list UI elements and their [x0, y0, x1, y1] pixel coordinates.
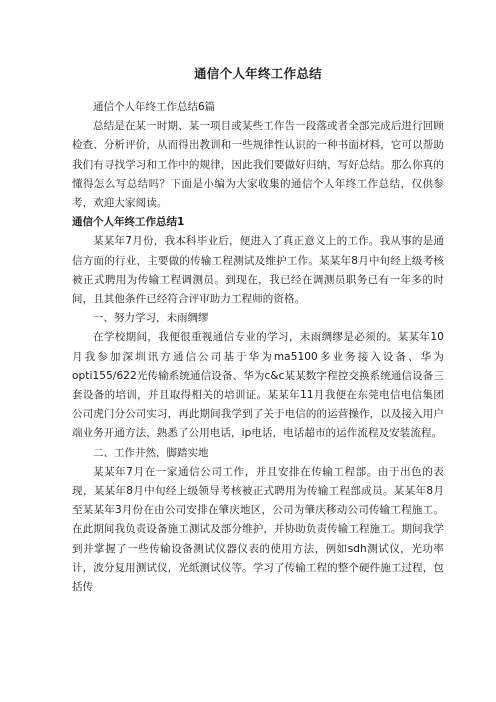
study-paragraph: 在学校期间，我便很重视通信专业的学习，未雨绸缪是必须的。某某年10月我参加深圳讯方通信公司基于华为ma5100多业务接入设备、华为opti155/622光传输系统通信设备、华为c&c某某数字程控交换系统通信设备三套设备的培训，并且取得相关的培训证。某某年11月我便在东莞电信电信集团公司虎门分公司实习，再此期间我学到了关于电信的的运营操作，以及接入用户端业务开通方法，熟悉了公用电话，ip电话，电话超市的运作流程及安装流程。 — [72, 331, 444, 440]
document-title: 通信个人年终工作总结 — [193, 66, 322, 81]
intro-paragraph: 总结是在某一时期、某一项目或某些工作告一段落或者全部完成后进行回顾检查、分析评价，从而得出教训和一些规律性认识的一种书面材料，它可以帮助我们有寻找学习和工作中的规律，因此我们要做好归纳，写好总结。那么你真的懂得怎么写总结吗？下面是小编为大家收集的通信个人年终工作总结，仅供参考，欢迎大家阅读。 — [72, 120, 444, 210]
section1-paragraph: 某某年7月份，我本科毕业后，便进入了真正意义上的工作。我从事的是通信方面的行业，主要做的传输工程测试及维护工作。某某年8月中旬经上级考核被正式聘用为传输工程调测员。到现在，我已经在调测员职务已有一年多的时间，且其他条件已经符合评审助力工程师的资格。 — [72, 235, 444, 306]
subheading-work: 二、工作井然，脚踏实地 — [93, 446, 209, 459]
subheading-study: 一、努力学习，未雨绸缪 — [93, 312, 209, 325]
intro-heading: 通信个人年终工作总结6篇 — [93, 101, 216, 113]
work-paragraph: 某某年7月在一家通信公司工作，并且安排在传输工程部。由于出色的表现，某某年8月中旬经上级领导考核被正式聘用为传输工程部成员。某某年8月至某某年3月份在由公司安排在肇庆地区，公司为肇庆移动公司传输工程施工。在此期间我负责设备施工测试及部分维护，并协助负责传输工程施工。期间我学到并掌握了一些传输设备测试仪器仪表的使用方法，例如sdh测试仪，光功率计，波分复用测试仪，光纸测试仪等。学习了传输工程的整个硬件施工过程，包括传 — [72, 465, 444, 594]
section1-heading: 通信个人年终工作总结1 — [72, 216, 185, 229]
